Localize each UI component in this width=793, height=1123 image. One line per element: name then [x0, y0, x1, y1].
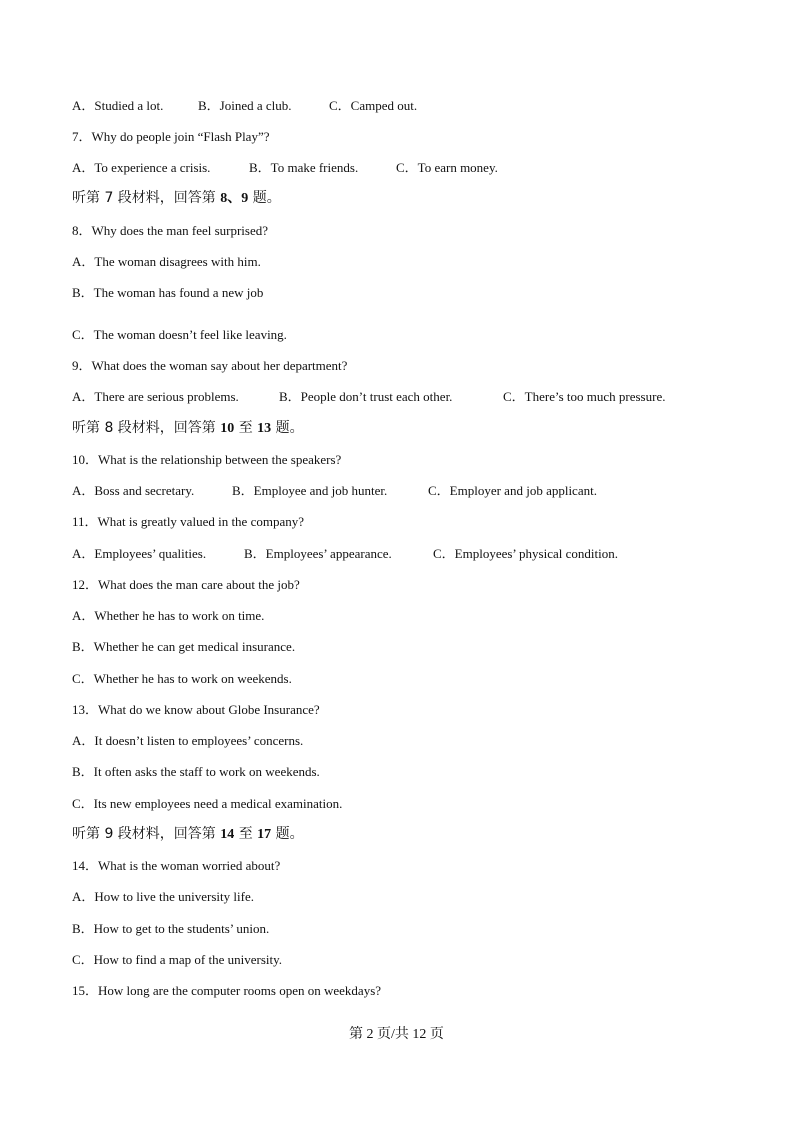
page-footer: 第 2 页/共 12 页: [349, 1027, 444, 1042]
q13-option-c: C．Its new employees need a medical examination.: [72, 796, 343, 811]
q12-option-b: B．Whether he can get medical insurance.: [72, 639, 296, 654]
q11-option-b: B．Employees’ appearance.: [244, 546, 392, 561]
section-9-prefix: 听第 9 段材料，回答第: [72, 826, 221, 842]
q13-question: 13．What do we know about Globe Insurance?: [72, 702, 320, 717]
q13-option-a: A．It doesn’t listen to employees’ concerns.: [72, 733, 304, 748]
q7-option-b: B．To make friends.: [249, 160, 359, 175]
q6-option-a: A．Studied a lot.: [72, 98, 164, 113]
section-8-middle: 至: [234, 420, 258, 436]
q10-option-c: C．Employer and job applicant.: [428, 483, 597, 498]
q14-question: 14．What is the woman worried about?: [72, 858, 281, 873]
section-heading-8: [72, 420, 304, 437]
q11-option-a: A．Employees’ qualities.: [72, 546, 207, 561]
section-7-suffix: 题。: [248, 190, 281, 206]
q8-option-c: C．The woman doesn’t feel like leaving.: [72, 327, 287, 342]
q8-question: 8．Why does the man feel surprised?: [72, 223, 269, 238]
q10-option-a: A．Boss and secretary.: [72, 483, 195, 498]
q14-option-c: C．How to find a map of the university.: [72, 952, 283, 967]
q6-option-c: C．Camped out.: [329, 98, 418, 113]
q6-option-b: B．Joined a club.: [198, 98, 292, 113]
q12-question: 12．What does the man care about the job?: [72, 577, 300, 592]
section-7-prefix: 听第 7 段材料，回答第: [72, 190, 221, 206]
q9-option-b: B．People don’t trust each other.: [279, 389, 453, 404]
section-heading-9: [72, 826, 304, 843]
q7-options-row: [72, 160, 498, 176]
section-8-suffix: 题。: [271, 420, 304, 436]
q7-option-c: C．To earn money.: [396, 160, 498, 175]
section-9-first-number: 14: [220, 827, 235, 842]
q7-question: 7．Why do people join “Flash Play”?: [72, 129, 270, 144]
q7-option-a: A．To experience a crisis.: [72, 160, 211, 175]
q11-option-c: C．Employees’ physical condition.: [433, 546, 618, 561]
q10-question: 10．What is the relationship between the speakers?: [72, 452, 342, 467]
q8-option-b: B．The woman has found a new job: [72, 285, 264, 300]
section-9-last-number: 17: [257, 827, 272, 842]
q14-option-a: A．How to live the university life.: [72, 889, 254, 904]
q10-option-b: B．Employee and job hunter.: [232, 483, 388, 498]
section-9-suffix: 题。: [271, 826, 304, 842]
q11-question: 11．What is greatly valued in the company?: [72, 514, 305, 529]
section-heading-7: [72, 190, 281, 207]
q11-options-row: [72, 546, 618, 562]
q13-option-b: B．It often asks the staff to work on weekends.: [72, 764, 320, 779]
section-7-question-numbers: 8、9: [220, 191, 249, 206]
section-8-last-number: 13: [257, 421, 272, 436]
q9-option-a: A．There are serious problems.: [72, 389, 239, 404]
q8-option-a: A．The woman disagrees with him.: [72, 254, 261, 269]
q14-option-b: B．How to get to the students’ union.: [72, 921, 270, 936]
q15-question: 15．How long are the computer rooms open on weekdays?: [72, 983, 382, 998]
q12-option-a: A．Whether he has to work on time.: [72, 608, 265, 623]
q9-question: 9．What does the woman say about her department?: [72, 358, 348, 373]
section-9-middle: 至: [234, 826, 258, 842]
section-8-prefix: 听第 8 段材料，回答第: [72, 420, 221, 436]
q10-options-row: [72, 483, 597, 499]
q9-option-c: C．There’s too much pressure.: [503, 389, 666, 404]
q12-option-c: C．Whether he has to work on weekends.: [72, 671, 292, 686]
q9-options-row: [72, 389, 665, 405]
section-8-first-number: 10: [220, 421, 235, 436]
q6-options-row: [72, 98, 417, 114]
